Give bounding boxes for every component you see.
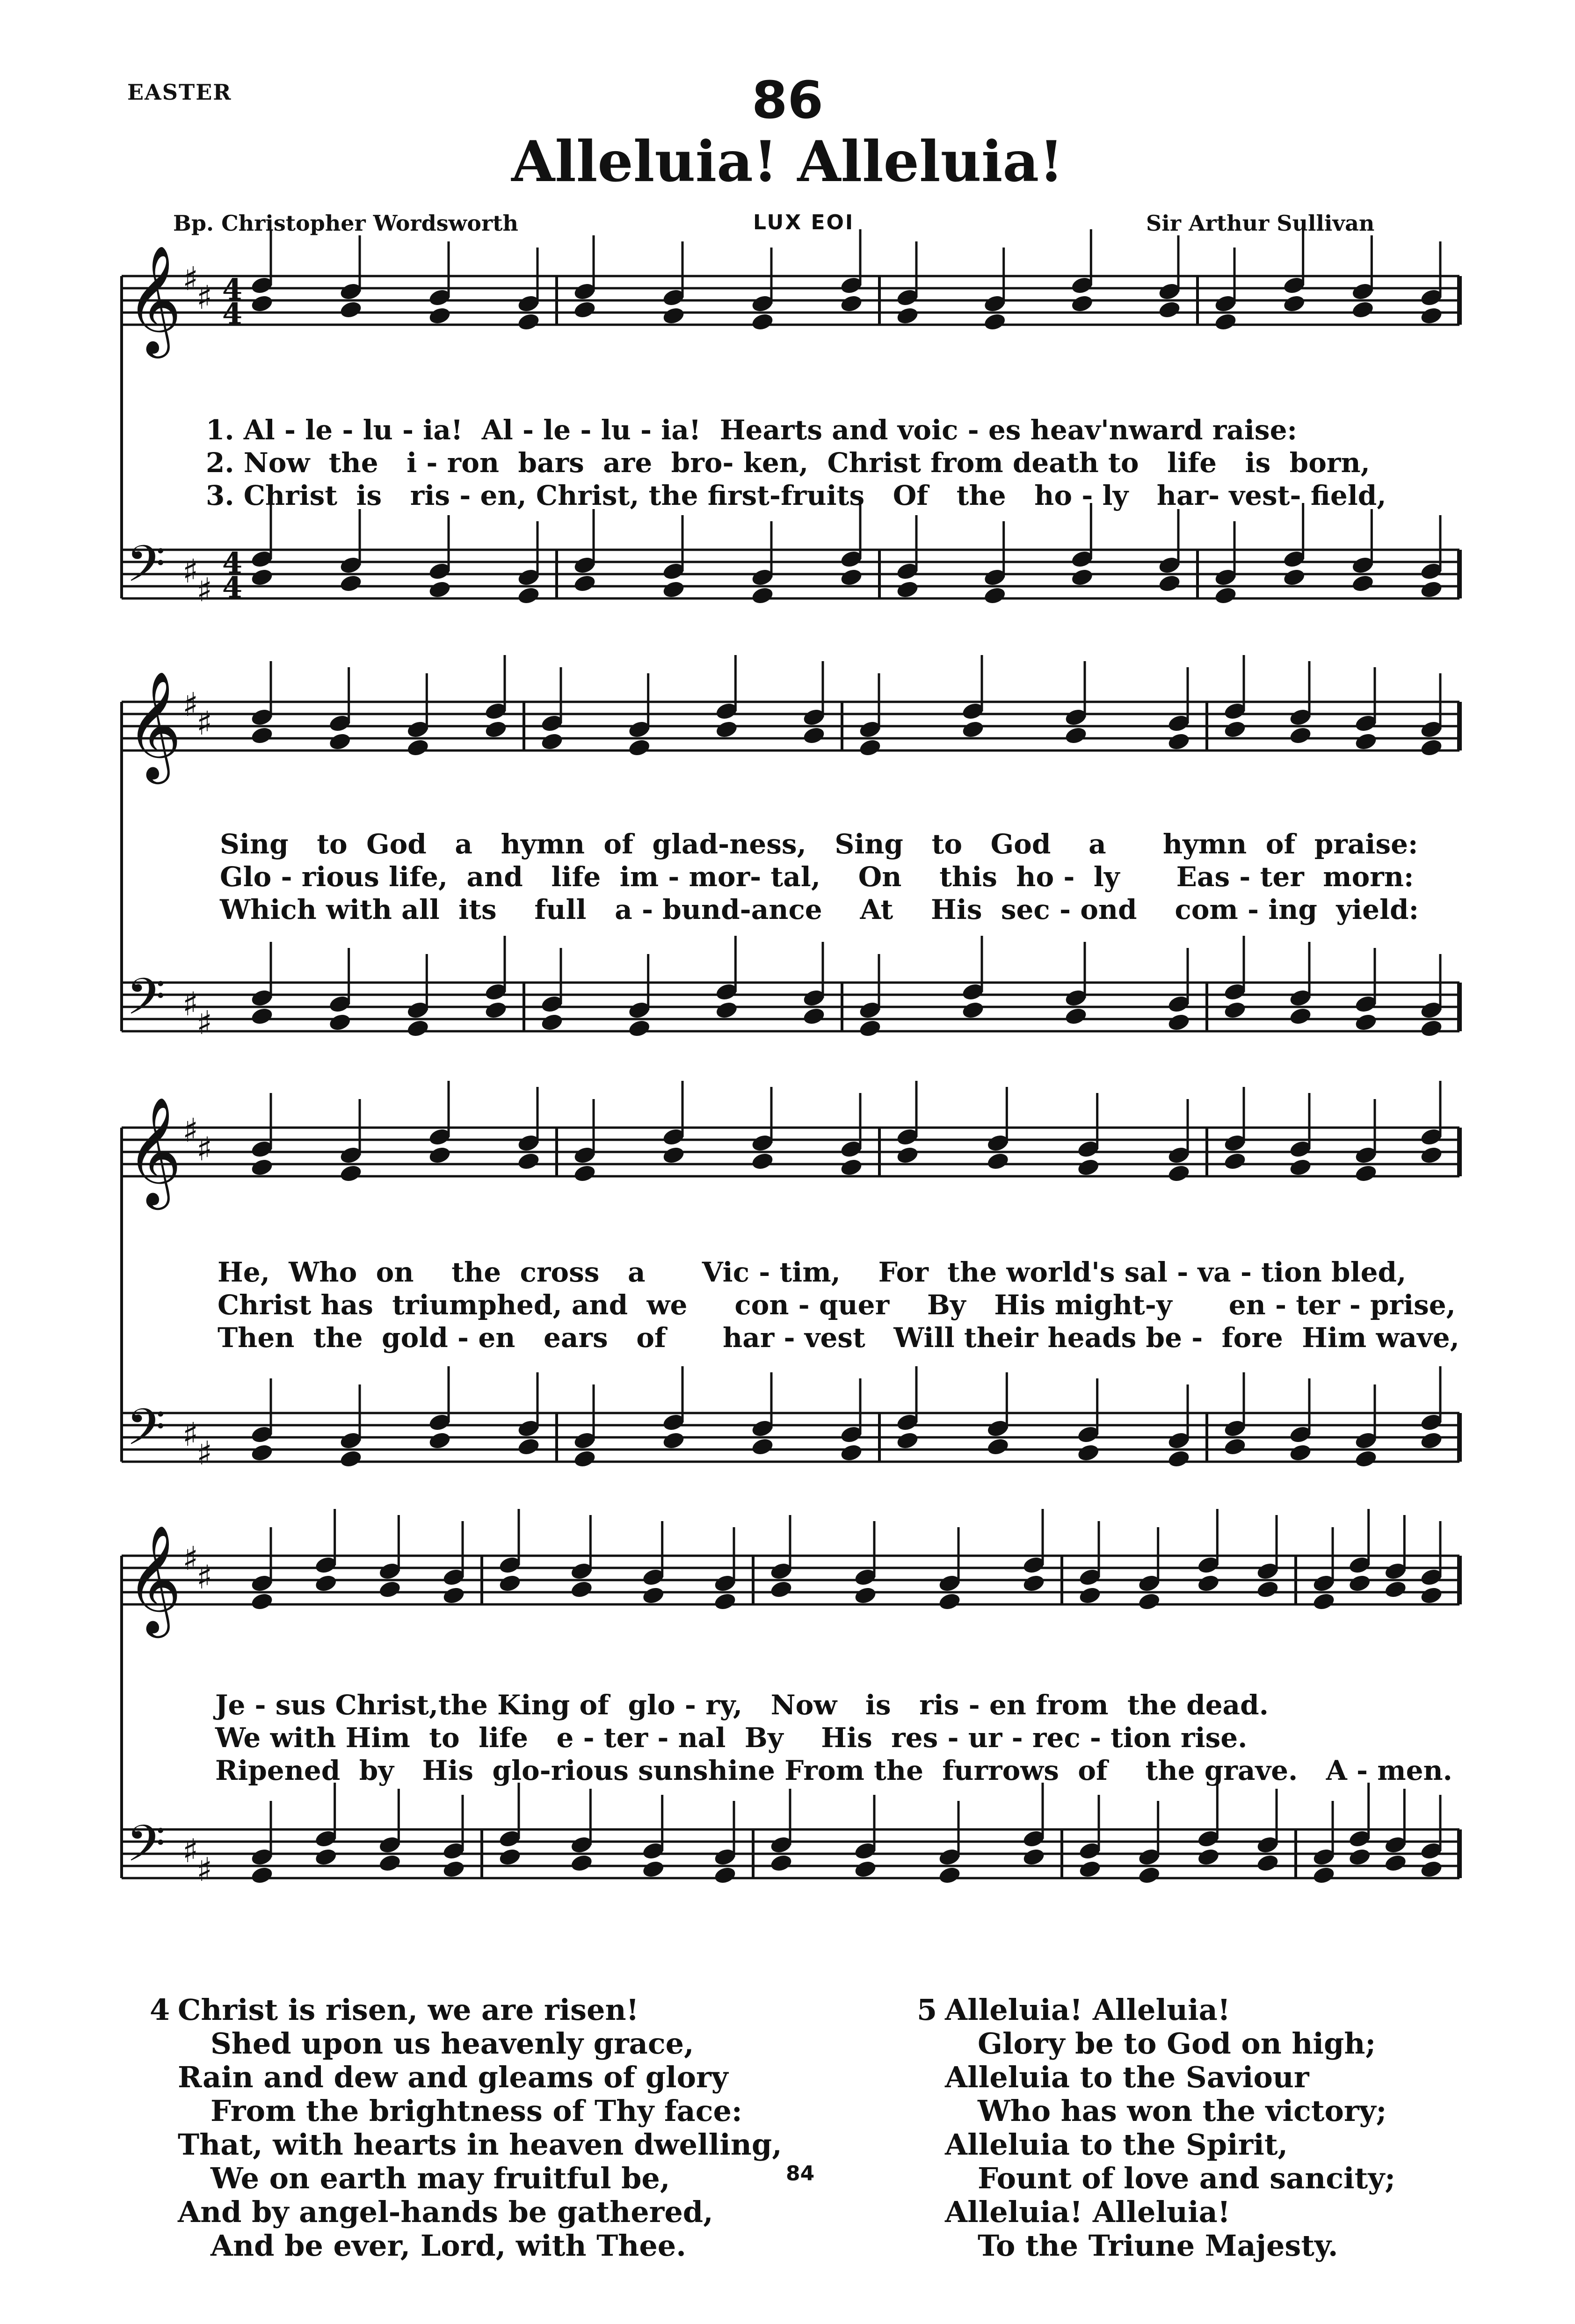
notehead: [839, 1442, 864, 1463]
sharp-icon: ♯: [182, 685, 198, 724]
notehead: [627, 1018, 652, 1038]
lyric-system4-verse1: Je - sus Christ,the King of glo - ry, Now is ris - en from the dead.: [215, 1689, 1269, 1721]
notehead: [858, 737, 882, 758]
notehead: [983, 585, 1007, 605]
notehead: [1070, 293, 1095, 313]
lyric-system1-verse2: 2. Now the i - ron bars are bro- ken, Christ from death to life is born,: [206, 447, 1370, 479]
notehead: [250, 1442, 274, 1463]
notehead: [661, 306, 686, 326]
notehead: [641, 1859, 666, 1879]
treble-clef-icon: 𝄞: [126, 670, 182, 780]
lyric-system2-verse1: Sing to God a hymn of glad-ness, Sing to God a hymn of praise:: [220, 828, 1418, 860]
notehead: [1213, 585, 1238, 605]
bass-clef-icon: 𝄢: [126, 1398, 166, 1469]
notehead: [428, 1145, 452, 1165]
notehead: [314, 1573, 338, 1593]
notehead: [1288, 1442, 1313, 1463]
notehead: [498, 1573, 522, 1593]
notehead: [839, 1157, 864, 1177]
notehead: [570, 1579, 594, 1599]
notehead: [406, 737, 430, 758]
notehead: [250, 1591, 274, 1611]
notehead: [1312, 1591, 1336, 1611]
notehead: [750, 585, 775, 605]
notehead: [1348, 1847, 1372, 1867]
notehead: [516, 312, 541, 332]
verse-4-line: Rain and dew and gleams of glory: [178, 2060, 728, 2094]
verse-4-line: That, with hearts in heaven dwelling,: [178, 2127, 782, 2162]
notehead: [769, 1579, 793, 1599]
notehead: [1078, 1585, 1102, 1605]
notehead: [1167, 1012, 1191, 1032]
treble-clef-icon: 𝄞: [126, 245, 182, 354]
lyric-system3-verse2: Christ has triumphed, and we con - quer By His might-y en - ter - prise,: [218, 1289, 1456, 1321]
notehead: [1223, 719, 1247, 739]
bass-clef-icon: 𝄢: [126, 534, 166, 605]
verse-5-line: Alleluia! Alleluia!: [945, 2195, 1231, 2229]
notehead: [1076, 1157, 1101, 1177]
notehead: [802, 725, 826, 745]
notehead: [442, 1859, 466, 1879]
notehead: [1351, 573, 1375, 593]
notehead: [1419, 306, 1444, 326]
notehead: [1354, 1449, 1378, 1469]
notehead: [442, 1585, 466, 1605]
notehead: [961, 719, 985, 739]
page-number: 84: [786, 2162, 815, 2186]
notehead: [1312, 1865, 1336, 1885]
section-label: EASTER: [127, 80, 232, 105]
hymn-number: 86: [751, 70, 824, 130]
notehead: [937, 1865, 962, 1885]
notehead: [573, 573, 597, 593]
notehead: [1157, 573, 1182, 593]
notehead: [839, 567, 864, 587]
verse-5-line: Who has won the victory;: [978, 2094, 1387, 2128]
sharp-icon: ♯: [182, 1415, 198, 1454]
notehead: [573, 1163, 597, 1183]
notehead: [339, 1449, 363, 1469]
notehead: [540, 1012, 564, 1032]
notehead: [750, 1436, 775, 1457]
notehead: [1256, 1853, 1280, 1873]
author-credit: Bp. Christopher Wordsworth: [173, 211, 518, 236]
notehead: [895, 1145, 920, 1165]
notehead: [1078, 1859, 1102, 1879]
notehead: [339, 573, 363, 593]
notehead: [715, 719, 739, 739]
notehead: [250, 293, 274, 313]
notehead: [1354, 1163, 1378, 1183]
notehead: [1419, 579, 1444, 599]
notehead: [1419, 737, 1444, 758]
notehead: [1223, 1151, 1247, 1171]
sharp-icon: ♯: [182, 1111, 198, 1150]
notehead: [516, 585, 541, 605]
time-signature-digit: 4: [222, 546, 243, 580]
notehead: [250, 1006, 274, 1026]
verse-5-line: Alleluia to the Spirit,: [945, 2127, 1288, 2162]
notehead: [750, 312, 775, 332]
notehead: [1288, 725, 1313, 745]
notehead: [1022, 1847, 1046, 1867]
notehead: [516, 1151, 541, 1171]
notehead: [250, 725, 274, 745]
treble-clef-icon: 𝄞: [126, 1096, 182, 1205]
verse-5-line: Fount of love and sancity;: [978, 2161, 1396, 2195]
notehead: [378, 1579, 402, 1599]
notehead: [428, 1430, 452, 1450]
notehead: [715, 1000, 739, 1020]
notehead: [839, 293, 864, 313]
notehead: [1197, 1847, 1221, 1867]
notehead: [540, 731, 564, 751]
notehead: [1419, 1585, 1444, 1605]
verse-4-line: Shed upon us heavenly grace,: [210, 2026, 694, 2061]
notehead: [250, 1157, 274, 1177]
notehead: [853, 1859, 878, 1879]
notehead: [713, 1591, 737, 1611]
notehead: [573, 1449, 597, 1469]
notehead: [498, 1847, 522, 1867]
notehead: [1022, 1573, 1046, 1593]
time-signature-digit: 4: [222, 297, 243, 331]
notehead: [641, 1585, 666, 1605]
sharp-icon: ♯: [196, 571, 212, 609]
notehead: [328, 1012, 352, 1032]
notehead: [1223, 1436, 1247, 1457]
sharp-icon: ♯: [182, 1539, 198, 1578]
notehead: [250, 567, 274, 587]
notehead: [1070, 567, 1095, 587]
notehead: [1167, 1163, 1191, 1183]
notehead: [570, 1853, 594, 1873]
notehead: [1137, 1591, 1161, 1611]
notehead: [895, 306, 920, 326]
verse-4-line: Christ is risen, we are risen!: [178, 1993, 639, 2027]
notehead: [750, 1151, 775, 1171]
notehead: [1137, 1865, 1161, 1885]
verse-4-line: And by angel-hands be gathered,: [178, 2195, 713, 2229]
notehead: [1197, 1573, 1221, 1593]
lyric-system3-verse3: Then the gold - en ears of har - vest Will their heads be - fore Him wave,: [218, 1322, 1459, 1354]
notehead: [1157, 299, 1182, 320]
notehead: [339, 1163, 363, 1183]
verse-4-line: From the brightness of Thy face:: [210, 2094, 742, 2128]
notehead: [853, 1585, 878, 1605]
sharp-icon: ♯: [196, 1434, 212, 1472]
notehead: [661, 579, 686, 599]
sharp-icon: ♯: [196, 1004, 212, 1042]
notehead: [1384, 1853, 1408, 1873]
notehead: [406, 1018, 430, 1038]
notehead: [627, 737, 652, 758]
notehead: [961, 1000, 985, 1020]
notehead: [339, 299, 363, 320]
sharp-icon: ♯: [196, 704, 212, 743]
notehead: [378, 1853, 402, 1873]
notehead: [1354, 731, 1378, 751]
sharp-icon: ♯: [196, 278, 212, 317]
notehead: [1419, 1430, 1444, 1450]
verse-5-line: Alleluia to the Saviour: [945, 2060, 1309, 2094]
notehead: [986, 1436, 1010, 1457]
verse-5-line: Glory be to God on high;: [978, 2026, 1376, 2061]
notehead: [661, 1430, 686, 1450]
treble-clef-icon: 𝄞: [126, 1524, 182, 1633]
notehead: [895, 579, 920, 599]
sharp-icon: ♯: [196, 1850, 212, 1889]
verse-5-number: 5: [917, 1993, 937, 2027]
verse-5-line: Alleluia! Alleluia!: [945, 1993, 1231, 2027]
notehead: [516, 1436, 541, 1457]
notehead: [769, 1853, 793, 1873]
notehead: [1282, 567, 1306, 587]
tune-name: LUX EOI: [753, 211, 855, 234]
notehead: [1076, 1442, 1101, 1463]
notehead: [986, 1151, 1010, 1171]
notehead: [1288, 1006, 1313, 1026]
notehead: [1223, 1000, 1247, 1020]
notehead: [1167, 731, 1191, 751]
lyric-system2-verse3: Which with all its full a - bund-ance At His sec - ond com - ing yield:: [220, 894, 1419, 925]
bass-clef-icon: 𝄢: [126, 1814, 166, 1885]
verse-4: [150, 1993, 782, 2263]
notehead: [802, 1006, 826, 1026]
notehead: [1064, 1006, 1088, 1026]
notehead: [428, 306, 452, 326]
verse-4-number: 4: [150, 1993, 170, 2027]
notehead: [484, 719, 508, 739]
sharp-icon: ♯: [196, 1558, 212, 1596]
notehead: [250, 1865, 274, 1885]
notehead: [1213, 312, 1238, 332]
sharp-icon: ♯: [182, 552, 198, 590]
lyric-system4-verse3: Ripened by His glo-rious sunshine From the furrows of the grave. A - men.: [215, 1755, 1452, 1786]
notehead: [1384, 1579, 1408, 1599]
time-signature-digit: 4: [222, 570, 243, 605]
sharp-icon: ♯: [182, 1832, 198, 1870]
notehead: [1256, 1579, 1280, 1599]
bass-clef-icon: 𝄢: [126, 967, 166, 1038]
lyric-system1-verse3: 3. Christ is ris - en, Christ, the first-fruits Of the ho - ly har- vest- field,: [206, 480, 1386, 511]
notehead: [937, 1591, 962, 1611]
notehead: [1419, 1018, 1444, 1038]
notehead: [314, 1847, 338, 1867]
sharp-icon: ♯: [182, 260, 198, 298]
notehead: [1351, 299, 1375, 320]
composer-credit: Sir Arthur Sullivan: [1146, 211, 1375, 236]
notehead: [1167, 1449, 1191, 1469]
sharp-icon: ♯: [196, 1130, 212, 1168]
verse-4-line: And be ever, Lord, with Thee.: [210, 2229, 686, 2263]
notehead: [858, 1018, 882, 1038]
lyric-system2-verse2: Glo - rious life, and life im - mor- tal, On this ho - ly Eas - ter morn:: [220, 861, 1414, 893]
lyric-system3-verse1: He, Who on the cross a Vic - tim, For the world's sal - va - tion bled,: [218, 1256, 1407, 1288]
notehead: [713, 1865, 737, 1885]
verse-5-line: To the Triune Majesty.: [978, 2229, 1338, 2263]
notehead: [1064, 725, 1088, 745]
time-signature-digit: 4: [222, 272, 243, 306]
sharp-icon: ♯: [182, 985, 198, 1023]
notehead: [573, 299, 597, 320]
verse-4-line: We on earth may fruitful be,: [210, 2161, 670, 2195]
notehead: [428, 579, 452, 599]
notehead: [1282, 293, 1306, 313]
notehead: [1419, 1145, 1444, 1165]
notehead: [895, 1430, 920, 1450]
notehead: [484, 1000, 508, 1020]
notehead: [661, 1145, 686, 1165]
verse-5: [917, 1993, 1396, 2263]
notehead: [328, 731, 352, 751]
notehead: [1288, 1157, 1313, 1177]
lyric-system1-verse1: 1. Al - le - lu - ia! Al - le - lu - ia! Hearts and voic - es heav'nward raise:: [206, 414, 1297, 446]
notehead: [983, 312, 1007, 332]
lyric-system4-verse2: We with Him to life e - ter - nal By His res - ur - rec - tion rise.: [215, 1722, 1248, 1754]
notehead: [1354, 1012, 1378, 1032]
hymn-title: Alleluia! Alleluia!: [511, 129, 1064, 195]
notehead: [1348, 1573, 1372, 1593]
notehead: [1419, 1859, 1444, 1879]
